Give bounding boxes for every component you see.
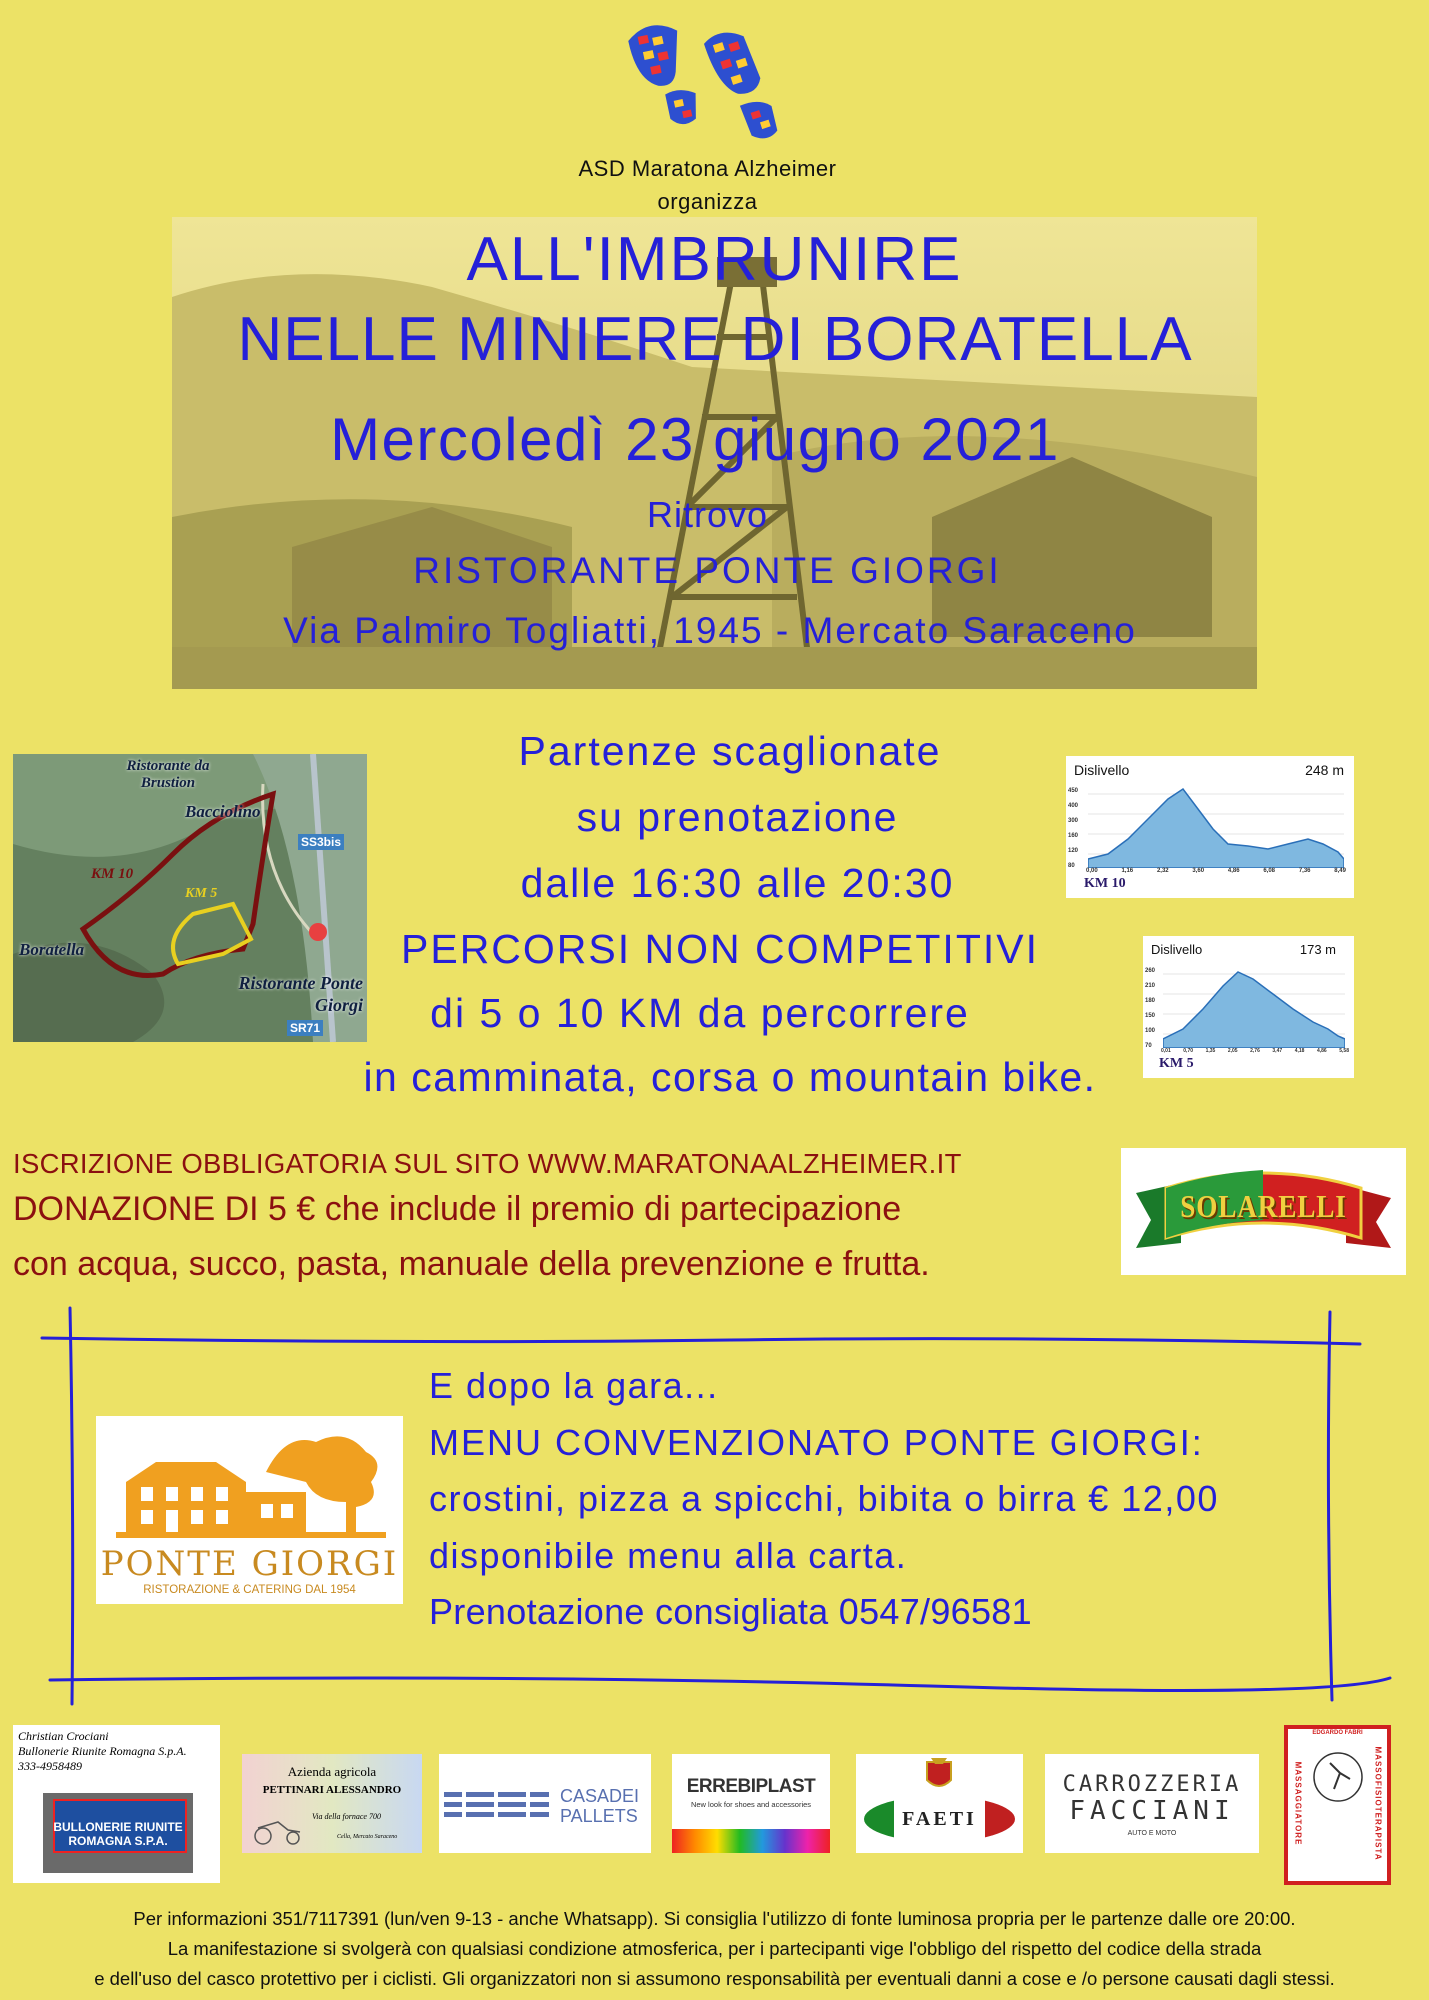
profile-km-label: KM 10 — [1084, 876, 1126, 891]
xtick: 0,01 — [1161, 1048, 1171, 1054]
crociani-badge — [43, 1793, 193, 1873]
venue-address: Via Palmiro Togliatti, 1945 - Mercato Saraceno — [283, 610, 1137, 651]
organizer-name: ASD Maratona Alzheimer — [578, 156, 837, 181]
xtick: 5,58 — [1339, 1048, 1349, 1054]
casadei-line1: CASADEI — [560, 1786, 640, 1806]
faeti-crest-icon — [919, 1756, 959, 1796]
crociani-line3: 333-4958489 — [18, 1759, 82, 1773]
sponsor-facciani — [1045, 1754, 1259, 1853]
map-label-ss3bis: SS3bis — [298, 834, 344, 850]
detail-line-3: dalle 16:30 alle 20:30 — [520, 860, 955, 906]
casadei-line2: PALLETS — [560, 1806, 638, 1826]
crociani-badge-line2: ROMAGNA S.P.A. — [68, 1834, 168, 1848]
xtick: 2,76 — [1250, 1048, 1260, 1054]
map-label-sr71: SR71 — [287, 1020, 323, 1036]
faeti-name: FAETI — [902, 1808, 977, 1830]
ytick: 450 — [1068, 788, 1079, 794]
xtick: 7,36 — [1298, 868, 1311, 874]
casadei-pallets-icon — [444, 1784, 554, 1824]
xtick: 2,05 — [1227, 1048, 1238, 1054]
crociani-badge-line1: BULLONERIE RIUNITE — [53, 1820, 183, 1834]
info-line-1: Per informazioni 351/7117391 (lun/ven 9-13 - anche Whatsapp). Si consiglia l'utilizzo di fonte luminosa propria per le partenze dalle ore 20:00. — [133, 1908, 1296, 1929]
sponsor-errebiplast — [672, 1754, 830, 1853]
after-race-line-2: MENU CONVENZIONATO PONTE GIORGI: — [429, 1422, 1204, 1463]
info-line-2: La manifestazione si svolgerà con qualsiasi condizione atmosferica, per i partecipanti vige l'obbligo del rispetto del codice della strada — [167, 1938, 1262, 1959]
after-race-line-1: E dopo la gara... — [429, 1365, 719, 1406]
xtick: 0,70 — [1183, 1048, 1194, 1054]
elevation-profile-km5 — [1143, 936, 1354, 1078]
xtick: 4,18 — [1294, 1048, 1305, 1054]
meeting-label: Ritrovo — [646, 494, 769, 535]
profile-km-label: KM 5 — [1159, 1056, 1194, 1071]
map-label-ponte-giorgi: Ristorante Ponte Giorgi — [238, 973, 363, 1015]
ytick: 400 — [1068, 803, 1079, 809]
crociani-line2: Bullonerie Riunite Romagna S.p.A. — [18, 1744, 187, 1758]
ponte-giorgi-logo — [96, 1416, 403, 1604]
sponsor-pettinari — [242, 1754, 422, 1853]
detail-line-6: in camminata, corsa o mountain bike. — [363, 1054, 1097, 1100]
profile-value: 173 m — [1299, 942, 1336, 957]
detail-line-2: su prenotazione — [576, 794, 899, 840]
errebiplast-name: ERREBIPLAST — [686, 1776, 816, 1797]
ytick: 300 — [1068, 818, 1079, 824]
crociani-line1: Christian Crociani — [18, 1729, 109, 1743]
map-label-km5: KM 5 — [185, 886, 218, 901]
xtick: 4,86 — [1227, 868, 1240, 874]
pettinari-line3: Via della fornace 700 — [312, 1812, 381, 1821]
massaggi-left: MASSAGGIATORE — [1293, 1761, 1303, 1846]
xtick: 3,60 — [1192, 868, 1205, 874]
map-label-bacciolino: Bacciolino — [185, 802, 261, 821]
detail-line-5: di 5 o 10 KM da percorrere — [430, 990, 970, 1036]
ytick: 120 — [1068, 848, 1079, 854]
solarelli-name: SOLARELLI — [1180, 1188, 1347, 1224]
facciani-line2: FACCIANI — [1069, 1796, 1235, 1826]
map-label-boratella: Boratella — [19, 940, 85, 959]
massaggi-top: EDGARDO FABRI — [1312, 1730, 1363, 1736]
profile-value: 248 m — [1305, 762, 1344, 778]
ytick: 150 — [1145, 1013, 1156, 1019]
errebiplast-stripes — [672, 1829, 830, 1853]
ponte-giorgi-tagline: RISTORAZIONE & CATERING DAL 1954 — [143, 1584, 356, 1596]
xtick: 6,08 — [1263, 868, 1276, 874]
xtick: 1,35 — [1205, 1048, 1216, 1054]
pettinari-line4: Cella, Mercato Saraceno — [337, 1834, 398, 1840]
ytick: 100 — [1145, 1028, 1156, 1034]
event-title-line2: NELLE MINIERE DI BORATELLA — [237, 305, 1193, 374]
xtick: 2,32 — [1156, 868, 1169, 874]
detail-line-4: PERCORSI NON COMPETITIVI — [401, 926, 1039, 972]
map-label-km10: KM 10 — [91, 866, 134, 882]
pettinari-line2: PETTINARI ALESSANDRO — [262, 1784, 402, 1796]
event-date: Mercoledì 23 giugno 2021 — [330, 406, 1060, 473]
donation-line-1: DONAZIONE DI 5 € che include il premio di partecipazione — [13, 1190, 902, 1228]
facciani-line1: CARROZZERIA — [1062, 1772, 1242, 1797]
elevation-chart-km10 — [1088, 784, 1344, 868]
elevation-chart-km5 — [1163, 964, 1345, 1048]
after-race-line-4: disponibile menu alla carta. — [429, 1535, 908, 1576]
ponte-giorgi-house-icon — [116, 1422, 386, 1542]
xtick: 1,16 — [1121, 868, 1134, 874]
after-race-line-3: crostini, pizza a spicchi, bibita o birra € 12,00 — [429, 1478, 1219, 1519]
organizer-verb: organizza — [657, 189, 758, 214]
map-label-brustion: Ristorante da Brustion — [126, 758, 210, 791]
xtick: 3,47 — [1272, 1048, 1283, 1054]
sponsor-casadei — [439, 1754, 651, 1853]
ytick: 80 — [1068, 863, 1075, 869]
tractor-icon — [248, 1812, 308, 1846]
ytick: 260 — [1145, 968, 1156, 974]
massaggi-right: MASSOFISIOTERAPISTA — [1373, 1746, 1383, 1861]
ytick: 210 — [1145, 983, 1156, 989]
detail-line-1: Partenze scaglionate — [518, 728, 942, 774]
donation-line-2: con acqua, succo, pasta, manuale della prevenzione e frutta. — [13, 1245, 930, 1283]
info-line-3: e dell'uso del casco protettivo per i ciclisti. Gli organizzatori non si assumono responsabilità per eventuali danni a cose e /o persone causati dagli stessi. — [94, 1968, 1335, 1989]
footprints-logo-icon — [615, 15, 785, 155]
registration-notice: ISCRIZIONE OBBLIGATORIA SUL SITO WWW.MARATONAALZHEIMER.IT — [13, 1148, 962, 1179]
sponsor-solarelli-logo — [1121, 1148, 1406, 1275]
xtick: 0,00 — [1086, 868, 1098, 874]
after-race-line-5: Prenotazione consigliata 0547/96581 — [429, 1591, 1032, 1632]
ytick: 180 — [1145, 998, 1156, 1004]
errebiplast-tagline: New look for shoes and accessories — [690, 1800, 812, 1809]
ponte-giorgi-name: PONTE GIORGI — [100, 1544, 399, 1584]
sponsor-crociani — [13, 1725, 220, 1883]
xtick: 4,86 — [1316, 1048, 1327, 1054]
massage-athlete-icon — [1310, 1749, 1366, 1805]
sponsor-faeti — [856, 1754, 1023, 1853]
ytick: 70 — [1145, 1043, 1152, 1049]
xtick: 8,49 — [1334, 868, 1346, 874]
sponsor-massaggi — [1284, 1725, 1391, 1885]
facciani-line3: AUTO E MOTO — [1127, 1830, 1177, 1837]
event-title-line1: ALL'IMBRUNIRE — [466, 225, 963, 294]
venue-name: RISTORANTE PONTE GIORGI — [413, 550, 1002, 591]
profile-label: Dislivello — [1074, 762, 1130, 778]
ytick: 160 — [1068, 833, 1079, 839]
elevation-profile-km10 — [1066, 756, 1354, 898]
pettinari-line1: Azienda agricola — [287, 1764, 377, 1779]
profile-label: Dislivello — [1151, 942, 1203, 957]
